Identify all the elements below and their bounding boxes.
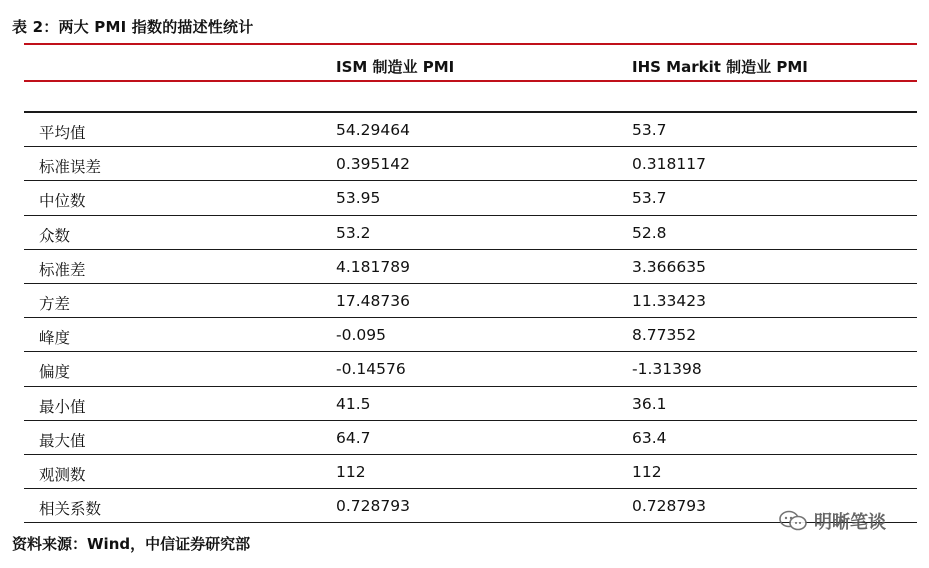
ism-value: 4.181789 [336, 257, 410, 276]
table-row [24, 387, 917, 421]
ism-value: 0.728793 [336, 497, 410, 516]
ism-value: 112 [336, 462, 366, 481]
table-row [24, 421, 917, 455]
ihs-markit-value: 112 [632, 462, 662, 481]
table-row [24, 284, 917, 318]
ihs-markit-value: 52.8 [632, 223, 667, 242]
table-row [24, 181, 917, 215]
table-row [24, 318, 917, 352]
table-row [24, 250, 917, 284]
ihs-markit-value: 11.33423 [632, 291, 706, 310]
row-label: 平均值 [39, 124, 86, 142]
source-note: 资料来源：Wind，中信证券研究部 [12, 535, 251, 553]
table-row [24, 352, 917, 386]
table-caption: 表 2：两大 PMI 指数的描述性统计 [12, 18, 254, 36]
ihs-markit-value: 3.366635 [632, 257, 706, 276]
ihs-markit-value: -1.31398 [632, 360, 702, 379]
row-label: 最小值 [39, 397, 86, 416]
ihs-markit-value: 53.7 [632, 189, 667, 208]
ihs-markit-value: 0.318117 [632, 155, 706, 174]
ism-value: 53.95 [336, 189, 381, 208]
ihs-markit-value: 8.77352 [632, 326, 697, 345]
row-label: 中位数 [39, 192, 86, 211]
ihs-markit-value: 36.1 [632, 394, 667, 413]
column-header-ihs-markit: IHS Markit 制造业 PMI [632, 58, 808, 76]
row-label: 标准误差 [39, 158, 102, 177]
ihs-markit-value: 53.7 [632, 121, 667, 139]
table-row [24, 455, 917, 489]
statistics-table [24, 113, 917, 523]
ihs-markit-value: 0.728793 [632, 497, 706, 516]
row-label: 方差 [39, 294, 71, 313]
row-label: 标准差 [39, 260, 86, 279]
top-red-rule [24, 43, 917, 45]
column-header-ism: ISM 制造业 PMI [336, 58, 455, 76]
watermark [778, 508, 886, 534]
table-row [24, 147, 917, 181]
row-label: 偏度 [39, 363, 71, 382]
row-label: 最大值 [39, 431, 86, 450]
ism-value: -0.095 [336, 326, 386, 345]
row-label: 峰度 [39, 329, 71, 348]
watermark-text: 明晰笔谈 [814, 512, 886, 533]
ism-value: 53.2 [336, 223, 371, 242]
row-label: 众数 [39, 226, 71, 245]
table-row [24, 113, 917, 147]
row-label: 观测数 [39, 465, 86, 484]
ism-value: 17.48736 [336, 291, 410, 310]
ism-value: 64.7 [336, 428, 371, 447]
ism-value: -0.14576 [336, 360, 406, 379]
ism-value: 54.29464 [336, 121, 410, 139]
row-label: 相关系数 [39, 500, 102, 519]
header-red-rule [24, 80, 917, 82]
ism-value: 0.395142 [336, 155, 410, 174]
chat-bubble-icon [778, 509, 808, 533]
ihs-markit-value: 63.4 [632, 428, 667, 447]
table-row [24, 216, 917, 250]
ism-value: 41.5 [336, 394, 371, 413]
